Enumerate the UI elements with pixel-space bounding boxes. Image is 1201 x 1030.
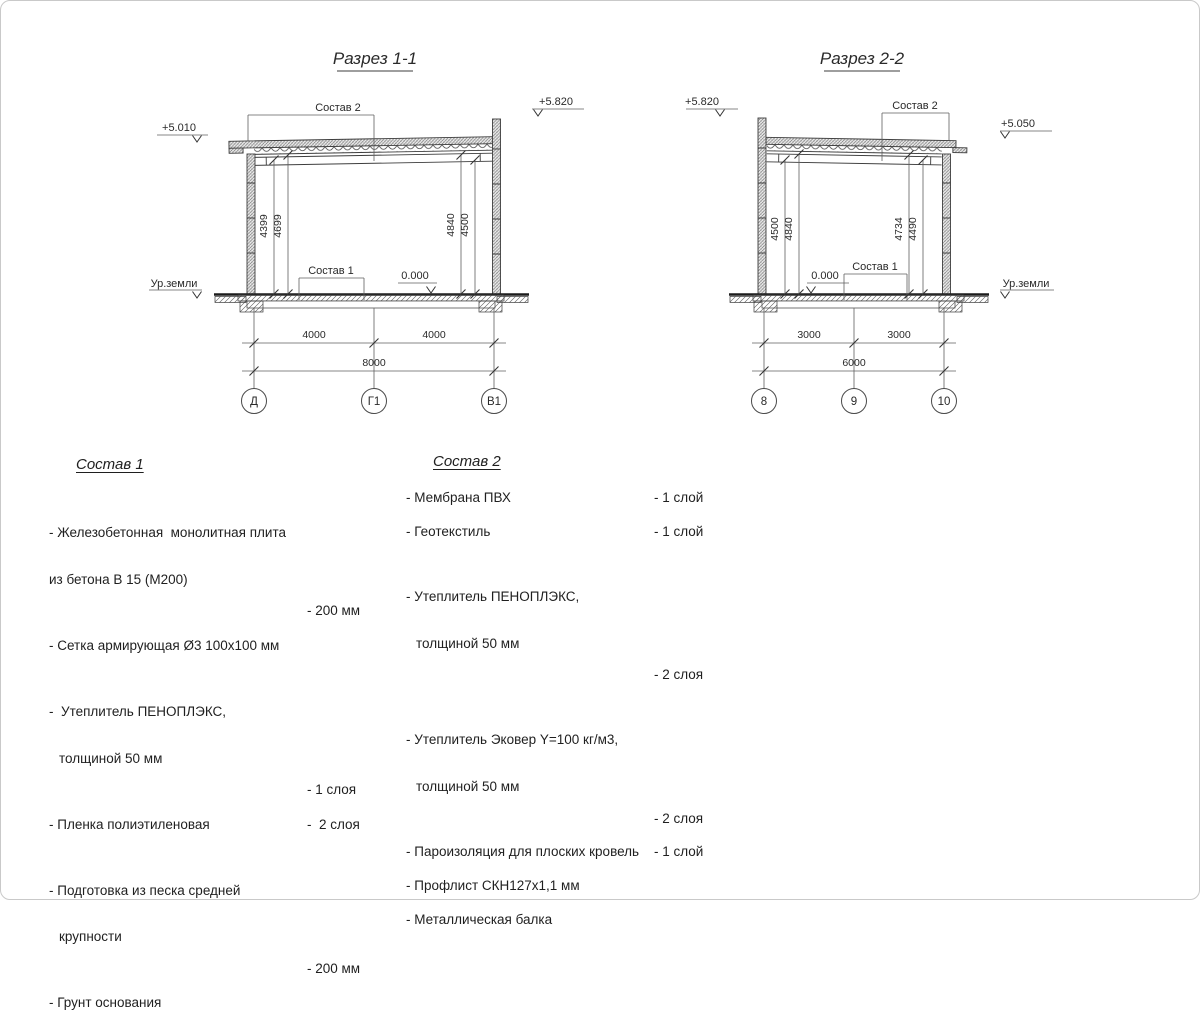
item-text: - Подготовка из песка средней bbox=[49, 883, 307, 899]
axis-label: Г1 bbox=[368, 396, 381, 408]
vertical-dim-label: 4840 bbox=[783, 217, 795, 241]
item-text: - Утеплитель Эковер Y=100 кг/м3, bbox=[406, 732, 654, 748]
floor-slab bbox=[729, 295, 989, 313]
dim-label: 8000 bbox=[362, 357, 386, 369]
composition-1-label: Состав 1 bbox=[308, 265, 354, 277]
item-value: - 1 слой bbox=[654, 844, 703, 860]
item-text: из бетона В 15 (М200) bbox=[49, 572, 307, 588]
item-value: - 2 слоя bbox=[654, 811, 703, 827]
composition-1-list-title: Состав 1 bbox=[76, 456, 369, 473]
list-item bbox=[406, 490, 716, 506]
section-2-2-view bbox=[685, 49, 1054, 414]
elevation-value: +5.820 bbox=[539, 96, 573, 108]
item-text: - Профлист СКН127х1,1 мм bbox=[406, 878, 654, 894]
elevation-mark-parapet bbox=[532, 96, 584, 116]
list-item bbox=[49, 493, 369, 618]
zero-level-mark bbox=[807, 270, 850, 293]
item-text: - Железобетонная монолитная плита bbox=[49, 525, 307, 541]
elevation-mark-eave bbox=[1000, 118, 1052, 138]
vertical-dimensions bbox=[258, 151, 480, 299]
vertical-dim-label: 4734 bbox=[893, 217, 905, 241]
item-text: - Пароизоляция для плоских кровель bbox=[406, 844, 654, 860]
list-item bbox=[406, 524, 716, 540]
list-item bbox=[406, 912, 716, 928]
list-item bbox=[406, 558, 716, 683]
list-item bbox=[49, 995, 369, 1011]
item-value: - 2 слоя bbox=[654, 667, 703, 683]
vertical-dim-label: 4699 bbox=[272, 214, 284, 238]
axis-label: Д bbox=[250, 396, 258, 408]
axis-bubbles bbox=[752, 389, 957, 414]
item-text: - Утеплитель ПЕНОПЛЭКС, bbox=[406, 589, 654, 605]
item-text: - Пленка полиэтиленовая bbox=[49, 817, 307, 833]
composition-1-label: Состав 1 bbox=[852, 261, 898, 273]
section-2-title: Разрез 2-2 bbox=[820, 49, 905, 68]
composition-2-list bbox=[406, 453, 716, 945]
sections-drawing bbox=[1, 1, 1201, 441]
vertical-dim-label: 4500 bbox=[459, 213, 471, 237]
ground-level-text: Ур.земли bbox=[151, 278, 198, 290]
item-text: - Сетка армирующая Ø3 100x100 мм bbox=[49, 638, 307, 654]
dim-label: 3000 bbox=[797, 329, 821, 341]
item-text: - Утеплитель ПЕНОПЛЭКС, bbox=[49, 704, 307, 720]
item-value: - 2 слоя bbox=[307, 817, 360, 833]
horizontal-dimensions bbox=[242, 308, 506, 389]
item-text: - Грунт основания bbox=[49, 995, 307, 1011]
composition-1-list bbox=[49, 456, 369, 1030]
list-item bbox=[49, 817, 369, 833]
zero-level-value: 0.000 bbox=[811, 270, 839, 282]
dim-label: 6000 bbox=[842, 357, 866, 369]
item-value: - 200 мм bbox=[307, 961, 360, 977]
item-value: - 1 слой bbox=[654, 490, 703, 506]
vertical-dimensions bbox=[769, 150, 928, 299]
zero-level-mark bbox=[398, 270, 437, 293]
dim-label: 4000 bbox=[422, 329, 446, 341]
item-text: толщиной 50 мм bbox=[406, 636, 654, 652]
section-1-title: Разрез 1-1 bbox=[333, 49, 417, 68]
composition-2-list-title: Состав 2 bbox=[433, 453, 716, 470]
list-item bbox=[49, 638, 369, 654]
vertical-dim-label: 4490 bbox=[907, 217, 919, 241]
elevation-mark-eave bbox=[157, 122, 208, 142]
list-item bbox=[406, 701, 716, 826]
elevation-value: +5.050 bbox=[1001, 118, 1035, 130]
list-item bbox=[49, 851, 369, 976]
vertical-dim-label: 4840 bbox=[445, 213, 457, 237]
axis-label: 8 bbox=[761, 396, 767, 408]
floor-slab bbox=[214, 295, 529, 313]
elevation-value: +5.010 bbox=[162, 122, 196, 134]
axis-label: В1 bbox=[487, 396, 501, 408]
elevation-mark-parapet bbox=[685, 96, 738, 116]
item-text: толщиной 50 мм bbox=[49, 751, 307, 767]
item-text: крупности bbox=[49, 929, 307, 945]
item-text: - Мембрана ПВХ bbox=[406, 490, 654, 506]
axis-label: 10 bbox=[938, 396, 951, 408]
dim-label: 4000 bbox=[302, 329, 326, 341]
ground-level-label bbox=[1000, 278, 1054, 298]
ground-level-label bbox=[149, 278, 202, 298]
horizontal-dimensions bbox=[752, 308, 956, 389]
list-item bbox=[49, 672, 369, 797]
roof-assembly bbox=[766, 137, 967, 165]
composition-2-label: Состав 2 bbox=[315, 102, 361, 114]
vertical-dim-label: 4500 bbox=[769, 217, 781, 241]
elevation-value: +5.820 bbox=[685, 96, 719, 108]
item-text: - Металлическая балка bbox=[406, 912, 654, 928]
item-text: толщиной 50 мм bbox=[406, 779, 654, 795]
ground-level-text: Ур.земли bbox=[1003, 278, 1050, 290]
item-value: - 1 слоя bbox=[307, 782, 356, 798]
list-item bbox=[406, 844, 716, 860]
zero-level-value: 0.000 bbox=[401, 270, 429, 282]
composition-2-label: Состав 2 bbox=[892, 100, 938, 112]
item-value: - 200 мм bbox=[307, 603, 360, 619]
vertical-dim-label: 4399 bbox=[258, 214, 270, 238]
axis-bubbles bbox=[242, 389, 507, 414]
item-text: - Геотекстиль bbox=[406, 524, 654, 540]
axis-label: 9 bbox=[851, 396, 857, 408]
item-value: - 1 слой bbox=[654, 524, 703, 540]
dim-label: 3000 bbox=[887, 329, 911, 341]
roof-assembly bbox=[229, 137, 493, 166]
section-1-1-view bbox=[149, 49, 584, 414]
list-item bbox=[406, 878, 716, 894]
